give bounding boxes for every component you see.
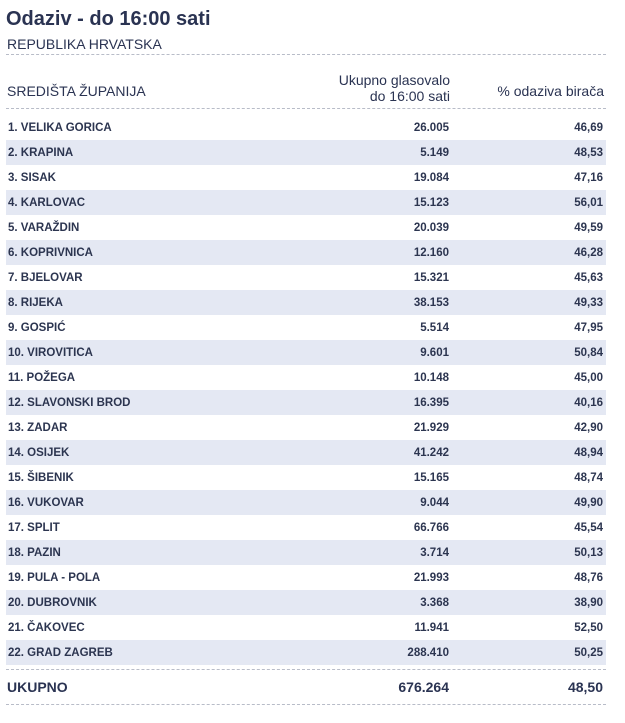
total-voted: 676.264 [398, 679, 449, 695]
row-voted: 5.514 [420, 321, 449, 334]
row-county: 21. ČAKOVEC [8, 621, 85, 634]
row-county: 6. KOPRIVNICA [8, 246, 93, 259]
table-row [6, 490, 606, 515]
row-county: 22. GRAD ZAGREB [8, 646, 113, 659]
total-row [6, 669, 606, 705]
row-county: 2. KRAPINA [8, 146, 74, 159]
table-row [6, 365, 606, 390]
table-row [6, 540, 606, 565]
total-label: UKUPNO [7, 679, 68, 695]
row-turnout: 42,90 [574, 421, 603, 434]
header-voted [305, 72, 450, 104]
row-turnout: 45,54 [574, 521, 603, 534]
row-turnout: 47,16 [574, 171, 603, 184]
row-county: 10. VIROVITICA [8, 346, 93, 359]
row-turnout: 50,25 [574, 646, 603, 659]
row-voted: 15.165 [413, 471, 449, 484]
table-row [6, 315, 606, 340]
row-county: 17. SPLIT [8, 521, 60, 534]
header-voted-line2: do 16:00 sati [369, 88, 450, 104]
turnout-panel [6, 0, 606, 705]
row-turnout: 49,90 [574, 496, 603, 509]
table-row [6, 115, 606, 140]
row-voted: 10.148 [413, 371, 449, 384]
row-voted: 41.242 [413, 446, 449, 459]
table-row [6, 340, 606, 365]
row-turnout: 45,63 [574, 271, 603, 284]
table-header [6, 55, 606, 109]
row-voted: 15.123 [413, 196, 449, 209]
table-row [6, 390, 606, 415]
row-voted: 21.929 [413, 421, 449, 434]
row-turnout: 56,01 [574, 196, 603, 209]
row-county: 7. BJELOVAR [8, 271, 83, 284]
row-county: 20. DUBROVNIK [8, 596, 97, 609]
table-row [6, 265, 606, 290]
row-voted: 9.601 [420, 346, 449, 359]
row-voted: 16.395 [413, 396, 449, 409]
row-voted: 66.766 [413, 521, 449, 534]
row-voted: 21.993 [413, 571, 449, 584]
row-county: 19. PULA - POLA [8, 571, 101, 584]
page-title: Odaziv - do 16:00 sati [6, 8, 211, 30]
row-voted: 11.941 [414, 621, 449, 634]
row-county: 13. ZADAR [8, 421, 68, 434]
row-turnout: 40,16 [574, 396, 603, 409]
row-turnout: 49,59 [574, 221, 603, 234]
table-row [6, 215, 606, 240]
table-row [6, 465, 606, 490]
table-row [6, 590, 606, 615]
row-voted: 38.153 [413, 296, 449, 309]
row-county: 8. RIJEKA [8, 296, 63, 309]
row-voted: 9.044 [420, 496, 449, 509]
table-row [6, 615, 606, 640]
row-county: 15. ŠIBENIK [8, 471, 74, 484]
row-turnout: 48,74 [574, 471, 603, 484]
table-row [6, 515, 606, 540]
row-turnout: 49,33 [574, 296, 603, 309]
table-row [6, 190, 606, 215]
row-county: 4. KARLOVAC [8, 196, 86, 209]
row-turnout: 45,00 [574, 371, 603, 384]
row-voted: 20.039 [413, 221, 449, 234]
page-subtitle: REPUBLIKA HRVATSKA [6, 34, 606, 55]
row-voted: 5.149 [420, 146, 449, 159]
header-voted-line1: Ukupno glasovalo [338, 72, 450, 88]
row-turnout: 48,53 [574, 146, 603, 159]
row-county: 12. SLAVONSKI BROD [8, 396, 131, 409]
row-county: 11. POŽEGA [8, 371, 76, 384]
table-row [6, 140, 606, 165]
table-row [6, 165, 606, 190]
row-county: 3. SISAK [8, 171, 56, 184]
row-voted: 19.084 [413, 171, 449, 184]
row-county: 5. VARAŽDIN [8, 221, 80, 234]
row-voted: 15.321 [413, 271, 449, 284]
table-body [6, 115, 606, 665]
row-voted: 26.005 [413, 121, 449, 134]
table-row [6, 440, 606, 465]
row-voted: 3.368 [420, 596, 449, 609]
header-county: SREDIŠTA ŽUPANIJA [7, 83, 146, 99]
row-county: 18. PAZIN [8, 546, 61, 559]
table-row [6, 415, 606, 440]
table-row [6, 290, 606, 315]
row-voted: 3.714 [420, 546, 449, 559]
table-row [6, 240, 606, 265]
row-county: 16. VUKOVAR [8, 496, 84, 509]
table-row [6, 640, 606, 665]
row-turnout: 52,50 [574, 621, 603, 634]
row-county: 14. OSIJEK [8, 446, 70, 459]
row-county: 1. VELIKA GORICA [8, 121, 112, 134]
row-turnout: 50,13 [574, 546, 603, 559]
total-turnout: 48,50 [567, 679, 603, 695]
row-turnout: 46,69 [574, 121, 603, 134]
row-turnout: 50,84 [574, 346, 603, 359]
row-voted: 12.160 [413, 246, 449, 259]
row-turnout: 48,94 [574, 446, 603, 459]
row-turnout: 47,95 [574, 321, 603, 334]
row-turnout: 46,28 [574, 246, 603, 259]
table-row [6, 565, 606, 590]
row-turnout: 38,90 [574, 596, 603, 609]
header-turnout: % odaziva birača [497, 83, 604, 99]
row-county: 9. GOSPIĆ [8, 321, 66, 334]
row-voted: 288.410 [407, 646, 449, 659]
row-turnout: 48,76 [574, 571, 603, 584]
